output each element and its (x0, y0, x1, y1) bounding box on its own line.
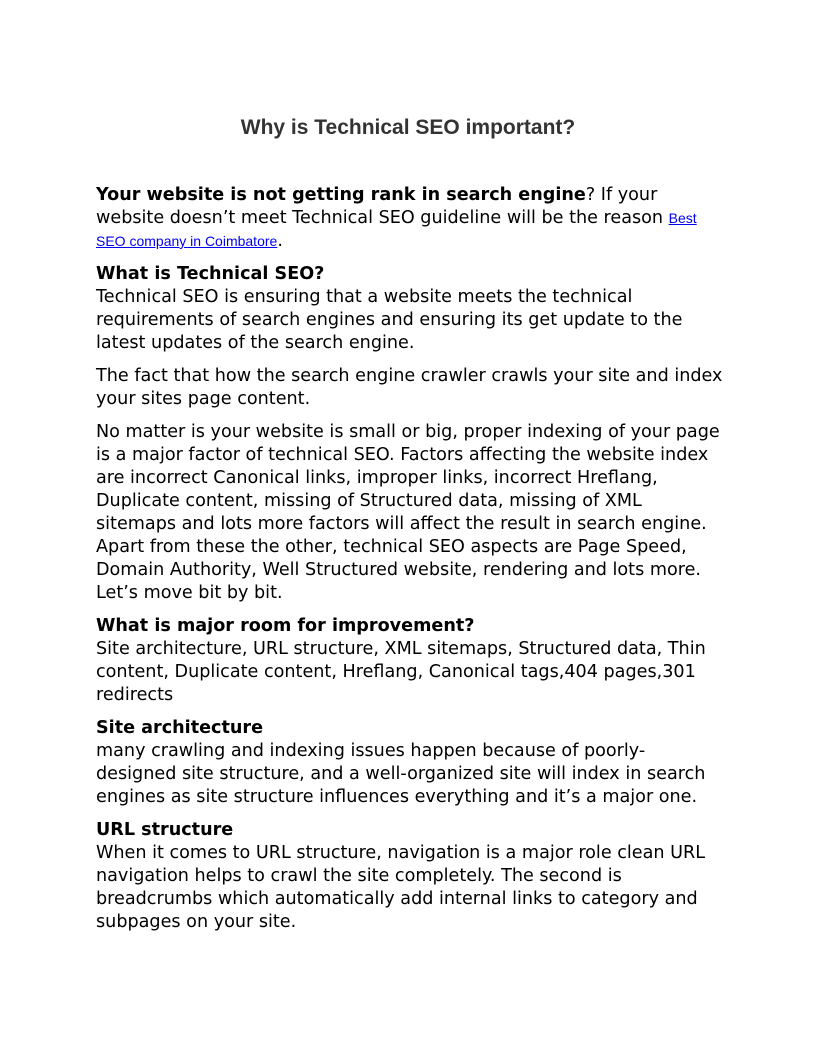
intro-end: . (277, 231, 283, 251)
crawler-paragraph: The fact that how the search engine crawler crawls your site and index your sites page content. (96, 366, 723, 409)
heading-site-architecture: Site architecture (96, 718, 264, 738)
section-url-structure (96, 819, 724, 934)
section-site-architecture (96, 717, 724, 809)
site-architecture-body: many crawling and indexing issues happen because of poorly-designed site structure, and a well-organized site will index in search engines as site structure influences everything and it’s a major one. (96, 741, 706, 807)
heading-what-is-technical-seo: What is Technical SEO? (96, 264, 325, 284)
improvement-body: Site architecture, URL structure, XML sitemaps, Structured data, Thin content, Duplicate content, Hreflang, Canonical tags,404 pages,301 redirects (96, 639, 706, 705)
what-is-body: Technical SEO is ensuring that a website meets the technical requirements of search engines and ensuring its get update to the latest updates of the search engine. (96, 287, 683, 353)
intro-paragraph (96, 184, 724, 253)
section-what-is (96, 263, 724, 355)
url-structure-body: When it comes to URL structure, navigation is a major role clean URL navigation helps to crawl the site completely. The second is breadcrumbs which automatically add internal links to category and subpages on your site. (96, 843, 706, 932)
page-title: Why is Technical SEO important? (240, 116, 576, 139)
document-body (96, 184, 724, 944)
intro-text: ? If your website doesn’t meet Technical SEO guideline will be the reason (96, 185, 669, 228)
heading-url-structure: URL structure (96, 820, 234, 840)
intro-bold-lead: Your website is not getting rank in search engine (96, 185, 586, 205)
indexing-body: No matter is your website is small or big, proper indexing of your page is a major factor of technical SEO. Factors affecting the website index are incorrect Canonical links, improper links, incorrect Hreflang, Duplicate content, missing of Structured data, missing of XML sitemaps and lots more factors will affect the result in search engine. Apart from these the other, technical SEO aspects are Page Speed, Domain Authority, Well Structured website, rendering and lots more. (96, 422, 720, 580)
heading-major-room-for-improvement: What is major room for improvement? (96, 616, 475, 636)
indexing-followup: Let’s move bit by bit. (96, 583, 283, 603)
seo-company-link[interactable]: Best SEO company in Coimbatore (96, 210, 697, 249)
section-improvement (96, 615, 724, 707)
section-indexing (96, 421, 724, 605)
